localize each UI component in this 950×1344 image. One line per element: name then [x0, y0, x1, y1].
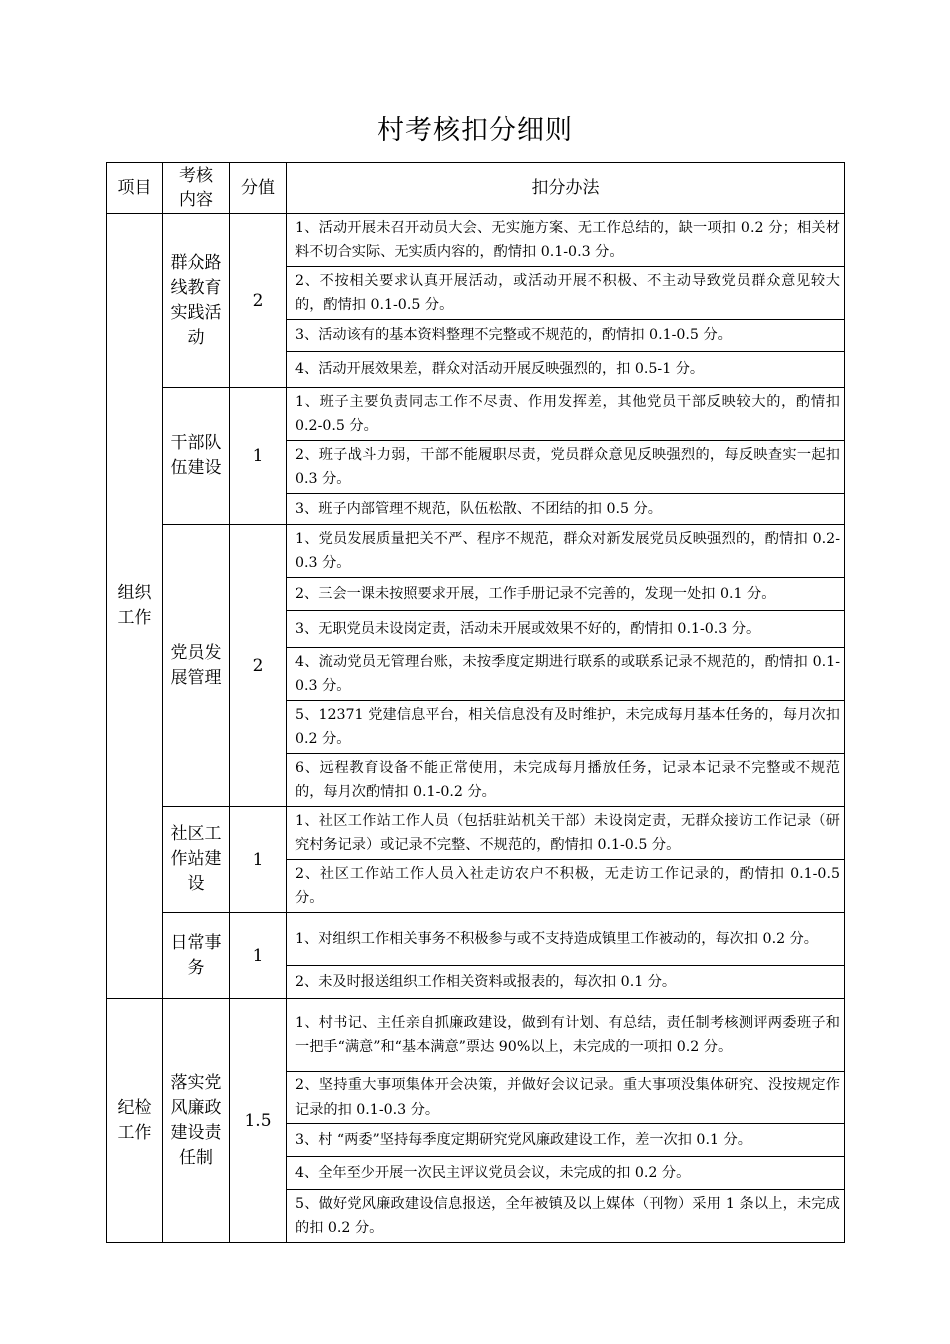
rule-cell: 2、三会一课未按照要求开展，工作手册记录不完善的，发现一处扣 0.1 分。: [287, 578, 845, 611]
score-cell: 1: [230, 807, 287, 913]
rule-cell: 2、未及时报送组织工作相关资料或报表的，每次扣 0.1 分。: [287, 966, 845, 999]
rule-cell: 1、活动开展未召开动员大会、无实施方案、无工作总结的，缺一项扣 0.2 分；相关材料不切合实际、无实质内容的，酌情扣 0.1-0.3 分。: [287, 214, 845, 267]
rule-cell: 3、活动该有的基本资料整理不完整或不规范的，酌情扣 0.1-0.5 分。: [287, 320, 845, 352]
score-cell: 2: [230, 214, 287, 388]
table-row: [107, 525, 845, 578]
rule-cell: 3、无职党员未设岗定责，活动未开展或效果不好的，酌情扣 0.1-0.3 分。: [287, 611, 845, 648]
content-cell: 党员发展管理: [163, 525, 230, 807]
table-row: [107, 807, 845, 860]
rule-cell: 3、班子内部管理不规范，队伍松散、不团结的扣 0.5 分。: [287, 494, 845, 525]
score-cell: 1: [230, 388, 287, 525]
rule-cell: 1、村书记、主任亲自抓廉政建设，做到有计划、有总结，责任制考核测评两委班子和一把手“满意”和“基本满意”票达 90%以上，未完成的一项扣 0.2 分。: [287, 999, 845, 1072]
content-cell: 日常事务: [163, 913, 230, 999]
table-row: [107, 913, 845, 966]
content-cell: 社区工作站建设: [163, 807, 230, 913]
project-cell-org: 组织工作: [107, 214, 163, 999]
document-title: 村考核扣分细则: [377, 115, 573, 146]
score-cell: 1.5: [230, 999, 287, 1243]
header-content-line1: 考核: [179, 166, 213, 186]
rule-cell: 1、社区工作站工作人员（包括驻站机关干部）未设岗定责，无群众接访工作记录（研究村务记录）或记录不完整、不规范的，酌情扣 0.1-0.5 分。: [287, 807, 845, 860]
score-cell: 2: [230, 525, 287, 807]
rule-cell: 4、流动党员无管理台账，未按季度定期进行联系的或联系记录不规范的，酌情扣 0.1-0.3 分。: [287, 648, 845, 701]
deduction-table: [106, 162, 845, 1243]
rule-cell: 5、做好党风廉政建设信息报送，全年被镇及以上媒体（刊物）采用 1 条以上，未完成的扣 0.2 分。: [287, 1190, 845, 1243]
header-score: 分值: [230, 163, 287, 214]
rule-cell: 1、班子主要负责同志工作不尽责、作用发挥差，其他党员干部反映较大的，酌情扣 0.2-0.5 分。: [287, 388, 845, 441]
rule-cell: 3、村 “两委”坚持每季度定期研究党风廉政建设工作，差一次扣 0.1 分。: [287, 1124, 845, 1157]
header-content: [163, 163, 230, 214]
table-row: [107, 999, 845, 1072]
rule-cell: 2、社区工作站工作人员入社走访农户不积极，无走访工作记录的，酌情扣 0.1-0.5 分。: [287, 860, 845, 913]
content-cell: 干部队伍建设: [163, 388, 230, 525]
table-row: [107, 214, 845, 267]
rule-cell: 2、不按相关要求认真开展活动，或活动开展不积极、不主动导致党员群众意见较大的，酌情扣 0.1-0.5 分。: [287, 267, 845, 320]
content-cell: 落实党风廉政建设责任制: [163, 999, 230, 1243]
header-project: 项目: [107, 163, 163, 214]
rule-cell: 1、党员发展质量把关不严、程序不规范，群众对新发展党员反映强烈的，酌情扣 0.2-0.3 分。: [287, 525, 845, 578]
rule-cell: 2、坚持重大事项集体开会决策，并做好会议记录。重大事项没集体研究、没按规定作记录的扣 0.1-0.3 分。: [287, 1072, 845, 1124]
table-header-row: [107, 163, 845, 214]
rule-cell: 4、全年至少开展一次民主评议党员会议，未完成的扣 0.2 分。: [287, 1157, 845, 1190]
header-content-line2: 内容: [179, 190, 213, 210]
content-cell: 群众路线教育实践活动: [163, 214, 230, 388]
project-cell-discipline: 纪检工作: [107, 999, 163, 1243]
rule-cell: 2、班子战斗力弱，干部不能履职尽责，党员群众意见反映强烈的，每反映查实一起扣 0.3 分。: [287, 441, 845, 494]
rule-cell: 6、远程教育设备不能正常使用，未完成每月播放任务，记录本记录不完整或不规范的，每月次酌情扣 0.1-0.2 分。: [287, 754, 845, 807]
table-row: [107, 388, 845, 441]
score-cell: 1: [230, 913, 287, 999]
header-method: 扣分办法: [287, 163, 845, 214]
rule-cell: 4、活动开展效果差，群众对活动开展反映强烈的，扣 0.5-1 分。: [287, 352, 845, 388]
rule-cell: 5、12371 党建信息平台，相关信息没有及时维护，未完成每月基本任务的，每月次扣 0.2 分。: [287, 701, 845, 754]
rule-cell: 1、对组织工作相关事务不积极参与或不支持造成镇里工作被动的，每次扣 0.2 分。: [287, 913, 845, 966]
